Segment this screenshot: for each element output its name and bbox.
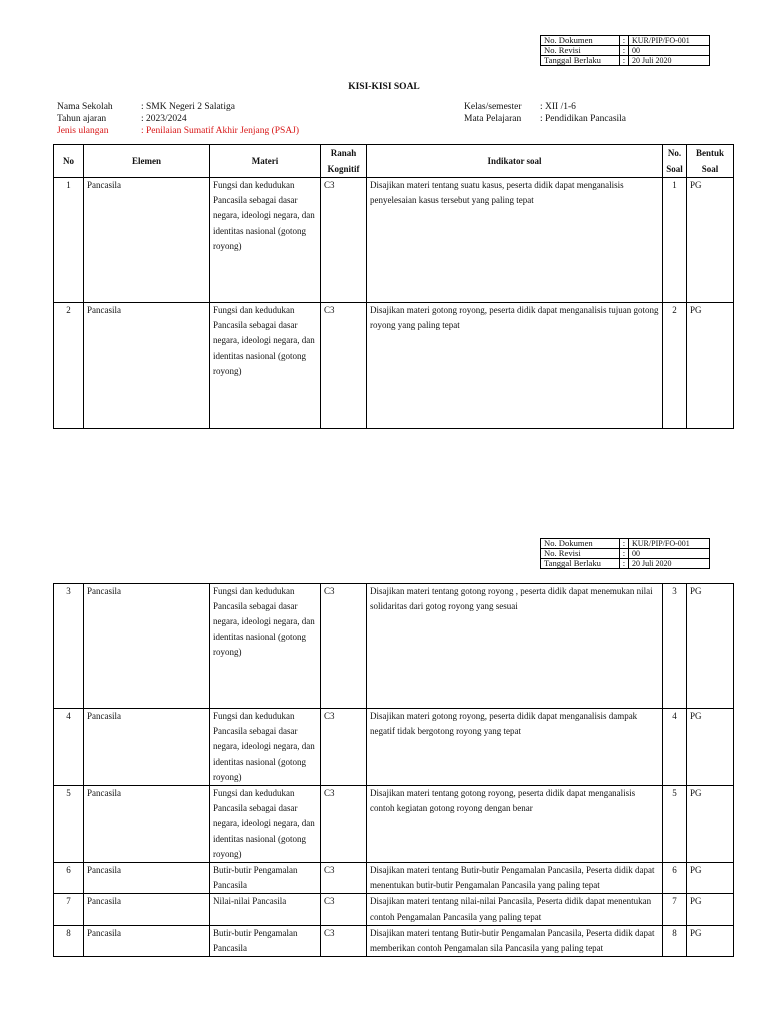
row-ranah: C3 bbox=[321, 925, 367, 956]
subject-label: Mata Pelajaran bbox=[464, 114, 522, 124]
row-no-soal: 4 bbox=[663, 709, 687, 786]
row-ranah: C3 bbox=[321, 178, 367, 303]
subject-value: : Pendidikan Pancasila bbox=[540, 114, 627, 124]
exam-type-value: : Penilaian Sumatif Akhir Jenjang (PSAJ) bbox=[141, 126, 300, 136]
header-nosoal-line1: No. bbox=[667, 148, 682, 158]
row-materi: Fungsi dan kedudukan Pancasila sebagai dasar negara, ideologi negara, dan identitas nasional (gotong royong) bbox=[210, 786, 321, 863]
header-bentuk-soal bbox=[687, 145, 734, 178]
effective-date-value: 20 Juli 2020 bbox=[629, 56, 710, 66]
separator: : bbox=[620, 56, 629, 66]
row-no-soal: 3 bbox=[663, 584, 687, 709]
separator: : bbox=[620, 549, 629, 559]
row-materi: Butir-butir Pengamalan Pancasila bbox=[210, 925, 321, 956]
header-bentuk-line1: Bentuk bbox=[695, 148, 724, 158]
row-no-soal: 2 bbox=[663, 303, 687, 429]
table-row bbox=[54, 925, 734, 956]
row-indikator: Disajikan materi tentang Butir-butir Pengamalan Pancasila, Peserta didik dapat menentukan butir-butir Pengamalan Pancasila yang paling tepat bbox=[367, 863, 663, 894]
effective-date-label: Tanggal Berlaku bbox=[541, 56, 620, 66]
header-ranah-line2: Kognitif bbox=[327, 164, 360, 174]
header-ranah-line1: Ranah bbox=[330, 148, 357, 158]
row-indikator: Disajikan materi tentang Butir-butir Pengamalan Pancasila, Peserta didik dapat memberikan contoh Pengamalan sila Pancasila yang paling tepat bbox=[367, 925, 663, 956]
row-materi: Butir-butir Pengamalan Pancasila bbox=[210, 863, 321, 894]
row-elemen: Pancasila bbox=[84, 786, 210, 863]
row-elemen: Pancasila bbox=[84, 178, 210, 303]
school-name-value: : SMK Negeri 2 Salatiga bbox=[141, 102, 235, 112]
school-name-label: Nama Sekolah bbox=[57, 102, 113, 112]
row-bentuk: PG bbox=[687, 584, 734, 709]
row-elemen: Pancasila bbox=[84, 894, 210, 925]
table-header-row bbox=[54, 145, 734, 178]
row-elemen: Pancasila bbox=[84, 863, 210, 894]
header-ranah bbox=[321, 145, 367, 178]
table-row bbox=[54, 894, 734, 925]
row-indikator: Disajikan materi tentang gotong royong, peserta didik dapat menganalisis contoh kegiatan gotong royong dengan benar bbox=[367, 786, 663, 863]
row-no: 8 bbox=[54, 925, 84, 956]
doc-number-label: No. Dokumen bbox=[541, 36, 620, 46]
row-bentuk: PG bbox=[687, 178, 734, 303]
row-indikator: Disajikan materi gotong royong, peserta didik dapat menganalisis tujuan gotong royong yang paling tepat bbox=[367, 303, 663, 429]
row-no-soal: 5 bbox=[663, 786, 687, 863]
row-bentuk: PG bbox=[687, 925, 734, 956]
exam-type-label: Jenis ulangan bbox=[57, 126, 109, 136]
question-grid-page1 bbox=[53, 144, 734, 429]
separator: : bbox=[620, 36, 629, 46]
table-row bbox=[54, 178, 734, 303]
row-no-soal: 1 bbox=[663, 178, 687, 303]
row-elemen: Pancasila bbox=[84, 709, 210, 786]
row-no-soal: 6 bbox=[663, 863, 687, 894]
class-semester-value: : XII /1-6 bbox=[540, 102, 576, 112]
row-indikator: Disajikan materi tentang suatu kasus, peserta didik dapat menganalisis penyelesaian kasus tersebut yang paling tepat bbox=[367, 178, 663, 303]
school-info-right bbox=[464, 101, 626, 125]
academic-year-label: Tahun ajaran bbox=[57, 114, 107, 124]
effective-date-label: Tanggal Berlaku bbox=[541, 559, 620, 569]
row-no: 3 bbox=[54, 584, 84, 709]
row-no: 4 bbox=[54, 709, 84, 786]
row-elemen: Pancasila bbox=[84, 925, 210, 956]
row-bentuk: PG bbox=[687, 303, 734, 429]
row-bentuk: PG bbox=[687, 894, 734, 925]
row-ranah: C3 bbox=[321, 584, 367, 709]
row-bentuk: PG bbox=[687, 709, 734, 786]
row-no: 6 bbox=[54, 863, 84, 894]
header-bentuk-line2: Soal bbox=[701, 164, 719, 174]
header-materi: Materi bbox=[210, 145, 321, 178]
separator: : bbox=[620, 539, 629, 549]
separator: : bbox=[620, 559, 629, 569]
document-info-box-page1 bbox=[540, 35, 710, 66]
row-materi: Fungsi dan kedudukan Pancasila sebagai dasar negara, ideologi negara, dan identitas nasional (gotong royong) bbox=[210, 303, 321, 429]
header-indikator: Indikator soal bbox=[367, 145, 663, 178]
row-indikator: Disajikan materi tentang nilai-nilai Pancasila, Peserta didik dapat menentukan contoh Pengamalan Pancasila yang paling tepat bbox=[367, 894, 663, 925]
effective-date-value: 20 Juli 2020 bbox=[629, 559, 710, 569]
row-no-soal: 8 bbox=[663, 925, 687, 956]
row-materi: Fungsi dan kedudukan Pancasila sebagai dasar negara, ideologi negara, dan identitas nasional (gotong royong) bbox=[210, 584, 321, 709]
table-row bbox=[54, 786, 734, 863]
header-elemen: Elemen bbox=[84, 145, 210, 178]
header-no: No bbox=[54, 145, 84, 178]
row-bentuk: PG bbox=[687, 786, 734, 863]
doc-number-value: KUR/PIP/FO-001 bbox=[629, 36, 710, 46]
header-nosoal-line2: Soal bbox=[666, 164, 683, 174]
table-row bbox=[54, 303, 734, 429]
row-bentuk: PG bbox=[687, 863, 734, 894]
row-materi: Nilai-nilai Pancasila bbox=[210, 894, 321, 925]
row-ranah: C3 bbox=[321, 303, 367, 429]
separator: : bbox=[620, 46, 629, 56]
doc-number-label: No. Dokumen bbox=[541, 539, 620, 549]
row-no: 1 bbox=[54, 178, 84, 303]
row-no: 5 bbox=[54, 786, 84, 863]
row-no: 7 bbox=[54, 894, 84, 925]
header-no-soal bbox=[663, 145, 687, 178]
row-indikator: Disajikan materi gotong royong, peserta didik dapat menganalisis dampak negatif tidak bergotong royong yang tepat bbox=[367, 709, 663, 786]
row-no-soal: 7 bbox=[663, 894, 687, 925]
row-ranah: C3 bbox=[321, 709, 367, 786]
school-info-left bbox=[57, 101, 299, 137]
row-ranah: C3 bbox=[321, 786, 367, 863]
row-ranah: C3 bbox=[321, 894, 367, 925]
row-materi: Fungsi dan kedudukan Pancasila sebagai dasar negara, ideologi negara, dan identitas nasional (gotong royong) bbox=[210, 709, 321, 786]
row-no: 2 bbox=[54, 303, 84, 429]
page-title: KISI-KISI SOAL bbox=[348, 82, 420, 92]
row-materi: Fungsi dan kedudukan Pancasila sebagai dasar negara, ideologi negara, dan identitas nasional (gotong royong) bbox=[210, 178, 321, 303]
revision-value: 00 bbox=[629, 549, 710, 559]
class-semester-label: Kelas/semester bbox=[464, 102, 522, 112]
row-elemen: Pancasila bbox=[84, 584, 210, 709]
row-elemen: Pancasila bbox=[84, 303, 210, 429]
table-row bbox=[54, 709, 734, 786]
row-indikator: Disajikan materi tentang gotong royong , peserta didik dapat menemukan nilai solidaritas dari gotog royong yang sesuai bbox=[367, 584, 663, 709]
question-grid-page2 bbox=[53, 583, 734, 957]
row-ranah: C3 bbox=[321, 863, 367, 894]
revision-label: No. Revisi bbox=[541, 46, 620, 56]
academic-year-value: : 2023/2024 bbox=[141, 114, 187, 124]
document-info-box-page2 bbox=[540, 538, 710, 569]
table-row bbox=[54, 584, 734, 709]
table-row bbox=[54, 863, 734, 894]
doc-number-value: KUR/PIP/FO-001 bbox=[629, 539, 710, 549]
revision-value: 00 bbox=[629, 46, 710, 56]
revision-label: No. Revisi bbox=[541, 549, 620, 559]
